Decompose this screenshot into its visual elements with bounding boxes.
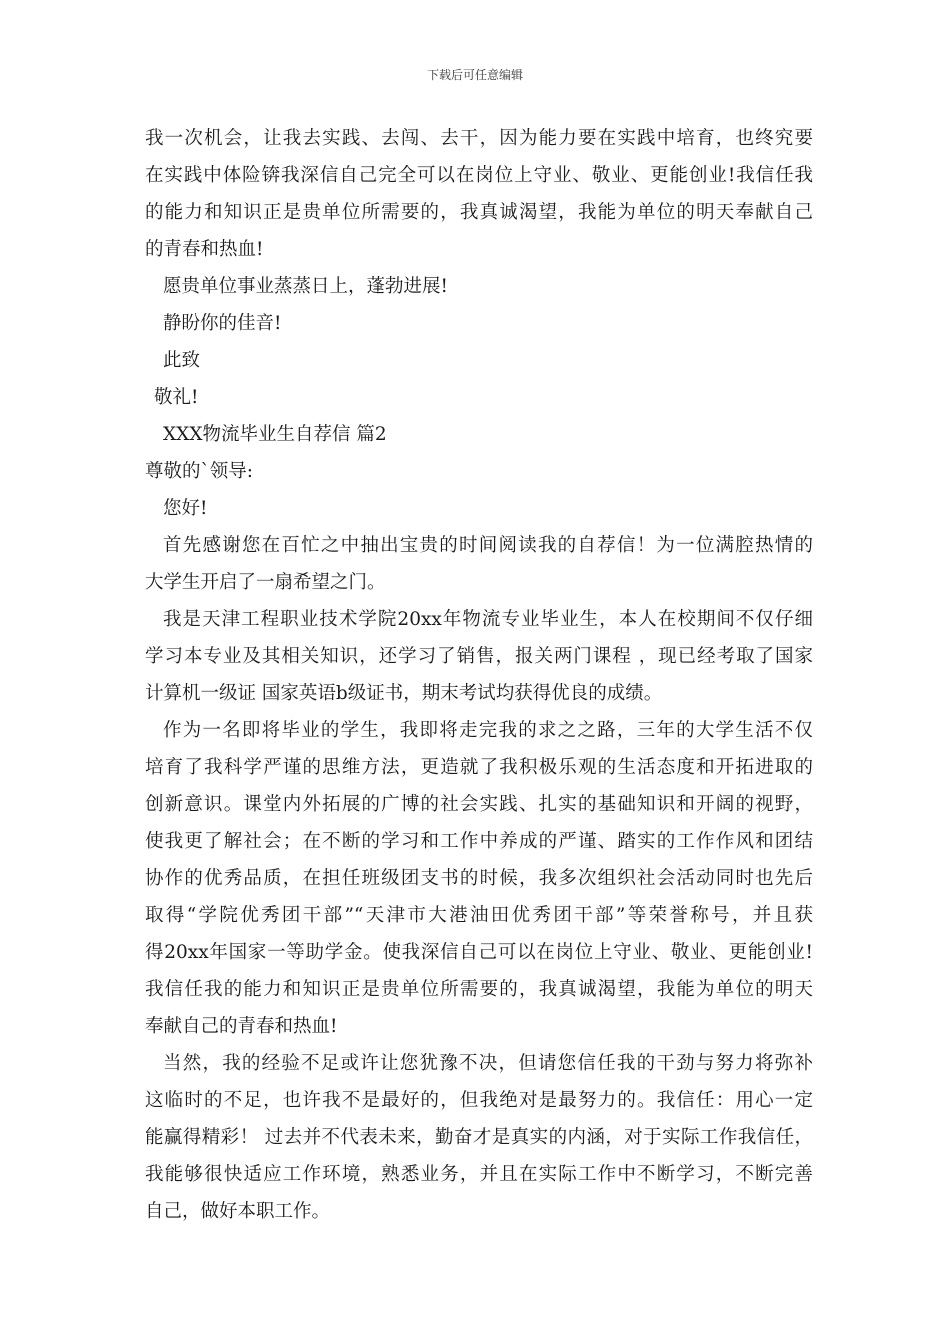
text-line: 我一次机会，让我去实践、去闯、去干，因为能力要在实践中培育，也终究要 [145, 128, 813, 149]
text-line: 尊敬的`领导: [145, 461, 253, 482]
text-line: 取得“学院优秀团干部”“天津市大港油田优秀团干部”等荣誉称号，并且获 [145, 905, 813, 926]
text-line: 大学生开启了一扇希望之门。 [145, 572, 386, 593]
text-line: 自己，做好本职工作。 [145, 1201, 331, 1222]
text-line: 这临时的不足，也许我不是最好的，但我绝对是最努力的。我信任：用心一定 [145, 1090, 813, 1111]
text-line: 得20xx年国家一等助学金。使我深信自己可以在岗位上守业、敬业、更能创业! [145, 942, 813, 963]
text-line: 此致 [163, 350, 201, 371]
text-line: 作为一名即将毕业的学生，我即将走完我的求之之路，三年的大学生活不仅 [163, 720, 813, 741]
text-line: 当然，我的经验不足或许让您犹豫不决，但请您信任我的干劲与努力将弥补 [163, 1053, 813, 1074]
document-body [145, 120, 813, 1230]
text-line: 我是天津工程职业技术学院20xx年物流专业毕业生，本人在校期间不仅仔细 [163, 609, 813, 630]
text-line: 我能够很快适应工作环境，熟悉业务，并且在实际工作中不断学习，不断完善 [145, 1164, 813, 1185]
text-line: 的能力和知识正是贵单位所需要的，我真诚渴望，我能为单位的明天奉献自己 [145, 202, 813, 223]
text-line: 我信任我的能力和知识正是贵单位所需要的，我真诚渴望，我能为单位的明天 [145, 979, 813, 1000]
text-line: 能赢得精彩！ 过去并不代表未来，勤奋才是真实的内涵，对于实际工作我信任， [145, 1127, 813, 1148]
text-line: 协作的优秀品质，在担任班级团支书的时候，我多次组织社会活动同时也先后 [145, 868, 813, 889]
text-line: 首先感谢您在百忙之中抽出宝贵的时间阅读我的自荐信！为一位满腔热情的 [163, 535, 813, 556]
text-line: 在实践中体险锛我深信自己完全可以在岗位上守业、敬业、更能创业!我信任我 [145, 165, 813, 186]
text-line: 使我更了解社会；在不断的学习和工作中养成的严谨、踏实的工作作风和团结 [145, 831, 813, 852]
text-line: 静盼你的佳音! [163, 313, 282, 334]
text-line: 奉献自己的青春和热血! [145, 1016, 338, 1037]
text-line: 敬礼! [154, 387, 199, 408]
text-line: 的青春和热血! [145, 239, 264, 260]
page-header: 下载后可任意编辑 [426, 68, 523, 82]
text-line: 学习本专业及其相关知识，还学习了销售，报关两门课程 ，现已经考取了国家 [145, 646, 813, 667]
text-line: 培育了我科学严谨的思维方法，更造就了我积极乐观的生活态度和开拓进取的 [145, 757, 813, 778]
text-line: 计算机一级证 国家英语b级证书，期末考试均获得优良的成绩。 [145, 683, 663, 704]
text-line: 您好! [163, 498, 208, 519]
text-line: 愿贵单位事业蒸蒸日上，蓬勃进展! [163, 276, 448, 297]
text-line: XXX物流毕业生自荐信 篇2 [163, 424, 387, 445]
text-line: 创新意识。课堂内外拓展的广博的社会实践、扎实的基础知识和开阔的视野， [145, 794, 813, 815]
